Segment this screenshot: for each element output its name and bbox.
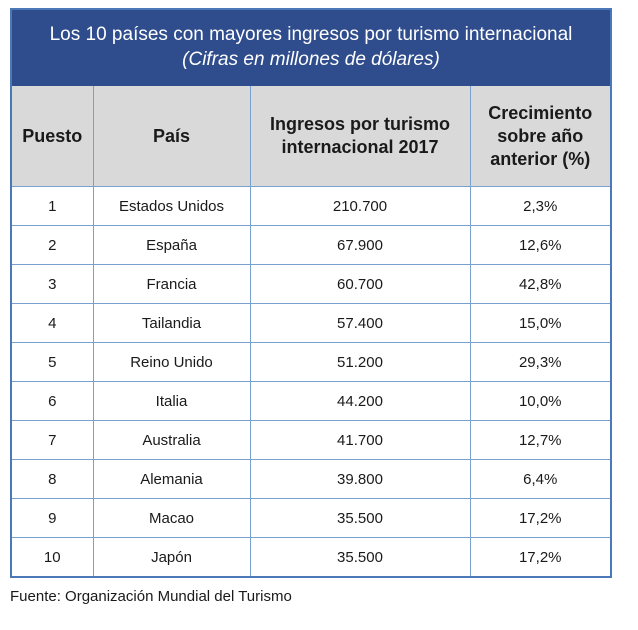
cell-growth: 17,2% bbox=[470, 538, 610, 577]
table-row bbox=[12, 538, 610, 577]
cell-revenue: 60.700 bbox=[250, 265, 470, 304]
header-country: País bbox=[93, 86, 250, 187]
cell-growth: 10,0% bbox=[470, 382, 610, 421]
table-row bbox=[12, 460, 610, 499]
cell-revenue: 39.800 bbox=[250, 460, 470, 499]
cell-rank: 2 bbox=[12, 226, 93, 265]
cell-country: Reino Unido bbox=[93, 343, 250, 382]
header-revenue: Ingresos por turismo internacional 2017 bbox=[250, 86, 470, 187]
table-row bbox=[12, 226, 610, 265]
cell-revenue: 210.700 bbox=[250, 187, 470, 226]
header-growth: Crecimiento sobre año anterior (%) bbox=[470, 86, 610, 187]
cell-country: Australia bbox=[93, 421, 250, 460]
table-title: Los 10 países con mayores ingresos por turismo internacional bbox=[49, 24, 573, 45]
cell-revenue: 41.700 bbox=[250, 421, 470, 460]
cell-rank: 5 bbox=[12, 343, 93, 382]
cell-growth: 29,3% bbox=[470, 343, 610, 382]
table-row bbox=[12, 265, 610, 304]
cell-country: España bbox=[93, 226, 250, 265]
tourism-table-container bbox=[10, 8, 612, 578]
table-subtitle: (Cifras en millones de dólares) bbox=[182, 49, 440, 70]
cell-growth: 6,4% bbox=[470, 460, 610, 499]
cell-revenue: 35.500 bbox=[250, 499, 470, 538]
cell-rank: 6 bbox=[12, 382, 93, 421]
header-row bbox=[12, 86, 610, 187]
cell-rank: 1 bbox=[48, 197, 57, 215]
cell-rank: 7 bbox=[12, 421, 93, 460]
cell-growth: 12,7% bbox=[470, 421, 610, 460]
cell-country: Japón bbox=[93, 538, 250, 577]
cell-revenue: 51.200 bbox=[250, 343, 470, 382]
cell-rank: 9 bbox=[12, 499, 93, 538]
cell-revenue: 57.400 bbox=[250, 304, 470, 343]
cell-growth: 15,0% bbox=[470, 304, 610, 343]
table-header bbox=[12, 86, 610, 187]
table-body bbox=[12, 187, 610, 577]
table-row bbox=[12, 304, 610, 343]
table-row bbox=[12, 187, 610, 226]
cell-country: Alemania bbox=[93, 460, 250, 499]
table-title-bar bbox=[12, 10, 610, 86]
cell-country: Macao bbox=[93, 499, 250, 538]
cell-country: Francia bbox=[93, 265, 250, 304]
cell-country: Tailandia bbox=[93, 304, 250, 343]
header-rank: Puesto bbox=[12, 86, 93, 187]
cell-revenue: 44.200 bbox=[250, 382, 470, 421]
cell-country: Estados Unidos bbox=[93, 187, 250, 226]
cell-country: Italia bbox=[93, 382, 250, 421]
cell-rank: 4 bbox=[12, 304, 93, 343]
tourism-table bbox=[12, 86, 610, 576]
cell-revenue: 35.500 bbox=[250, 538, 470, 577]
cell-growth: 2,3% bbox=[470, 187, 610, 226]
source-note: Fuente: Organización Mundial del Turismo bbox=[10, 588, 292, 605]
table-row bbox=[12, 421, 610, 460]
cell-rank: 8 bbox=[12, 460, 93, 499]
cell-growth: 42,8% bbox=[470, 265, 610, 304]
table-row bbox=[12, 343, 610, 382]
cell-rank: 10 bbox=[12, 538, 93, 577]
cell-revenue: 67.900 bbox=[250, 226, 470, 265]
table-row bbox=[12, 382, 610, 421]
cell-growth: 17,2% bbox=[470, 499, 610, 538]
cell-growth: 12,6% bbox=[470, 226, 610, 265]
table-row bbox=[12, 499, 610, 538]
cell-rank: 3 bbox=[12, 265, 93, 304]
